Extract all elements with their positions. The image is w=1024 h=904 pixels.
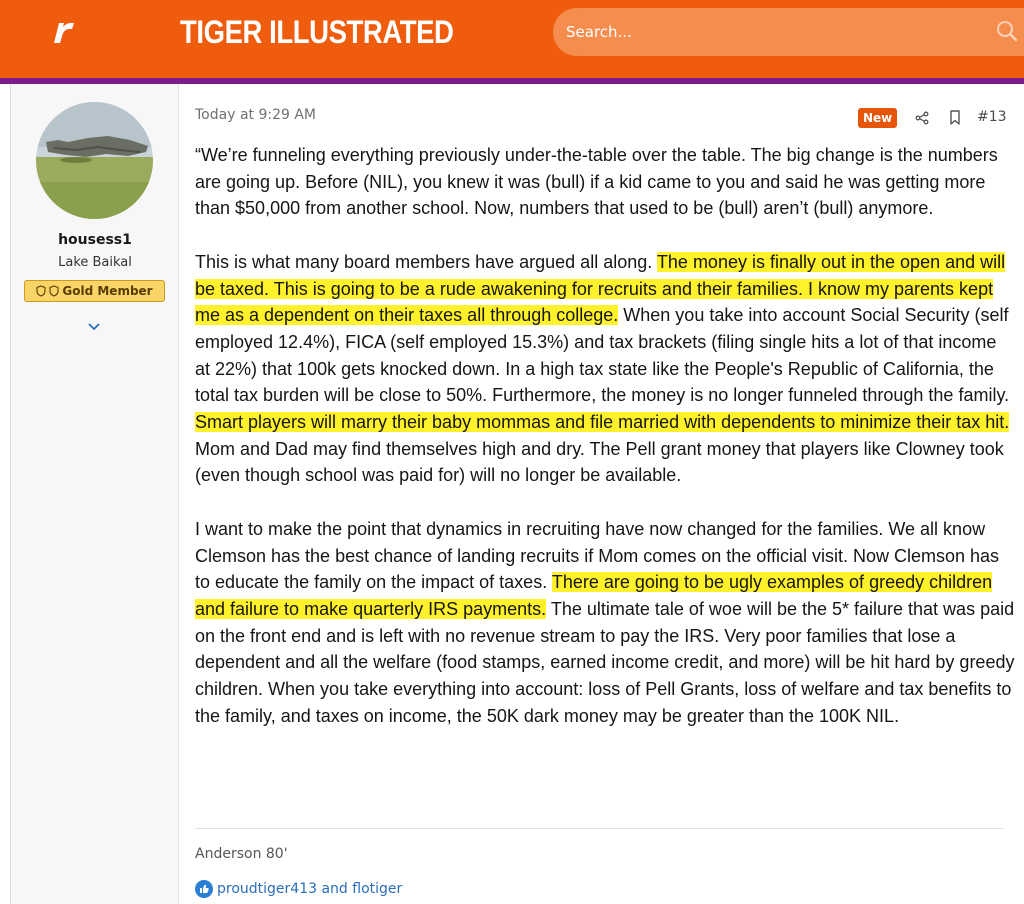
site-title[interactable]: TIGER ILLUSTRATED bbox=[180, 14, 454, 50]
post-text: I want to make the point that dynamics in recruiting have now changed for the families. We all know Clemson has the best chance of landing recruits if Mom comes on the official visit. Now Clemson has to educate the family on the impact of taxes. bbox=[195, 518, 1000, 593]
badge-label: Gold Member bbox=[62, 284, 153, 298]
post-text: The ultimate tale of woe will be the 5* failure that was paid on the front end and is left with no revenue stream to pay the IRS. Very poor families that lose a dependent and all the welfare (food stamps, earned income credit, and more) will be hit hard by greedy children. When you take everything into account: loss of Pell Grants, loss of welfare and tax benefits to the family, and taxes on income, the 50K dark money may be greater than the 100K NIL. bbox=[195, 598, 1015, 726]
thread-page bbox=[10, 84, 1024, 904]
search-input[interactable] bbox=[566, 8, 986, 56]
highlighted-text: The money is finally out in the open and will be taxed. This is going to be a rude awakening for recruits and their families. I know my parents kept me as a dependent on their taxes all through college. bbox=[195, 251, 1006, 326]
shield-icon bbox=[36, 285, 46, 297]
post-text: Mom and Dad may find themselves high and dry. The Pell grant money that players like Clowney took (even though school was paid for) will no longer be available. bbox=[195, 438, 1004, 486]
signature-divider bbox=[195, 828, 1003, 829]
like-icon bbox=[195, 880, 213, 898]
new-badge: New bbox=[858, 108, 897, 128]
shield-icon bbox=[49, 285, 59, 297]
search-icon[interactable] bbox=[996, 20, 1018, 42]
post-paragraph bbox=[195, 249, 1015, 489]
username[interactable]: housess1 bbox=[58, 232, 132, 248]
highlighted-text: There are going to be ugly examples of greedy children and failure to make quarterly IRS payments. bbox=[195, 572, 993, 619]
site-header bbox=[0, 0, 1024, 78]
post-text: “We’re funneling everything previously under-the-table over the table. The big change is the numbers are going up. Before (NIL), you knew it was (bull) if a kid came to you and said he was getting more than $50,000 from another school. Now, numbers that used to be (bull) aren’t (bull) anymore. bbox=[195, 145, 998, 219]
post-timestamp[interactable]: Today at 9:29 AM bbox=[195, 107, 317, 123]
reactions-bar[interactable] bbox=[195, 880, 402, 898]
highlighted-text: Smart players will marry their baby mommas and file married with dependents to minimize their tax hit. bbox=[195, 412, 1010, 433]
post-body bbox=[195, 142, 1015, 756]
gold-member-badge bbox=[24, 280, 165, 302]
post-paragraph bbox=[195, 516, 1015, 730]
chevron-down-icon[interactable] bbox=[87, 322, 101, 332]
user-sidebar bbox=[11, 84, 179, 904]
bookmark-icon[interactable] bbox=[949, 110, 961, 125]
post-message bbox=[179, 84, 1024, 904]
post-text: When you take into account Social Security (self employed 12.4%), FICA (self employed 15.3%) and tax brackets (filing single hits a lot of that income at 22%) that 100k gets knocked down. In a high tax state like the People's Republic of California, the total tax burden will be close to 50%. Furthermore, the money is no longer funneled through the family. bbox=[195, 305, 1010, 406]
avatar[interactable] bbox=[36, 102, 153, 219]
post-paragraph bbox=[195, 142, 1015, 222]
post-text: This is what many board members have argued all along. bbox=[195, 251, 657, 272]
post-number-link[interactable]: #13 bbox=[977, 109, 1007, 125]
search-box[interactable] bbox=[553, 8, 1024, 56]
reaction-users[interactable]: proudtiger413 and flotiger bbox=[217, 881, 403, 897]
user-location: Lake Baikal bbox=[58, 255, 132, 270]
user-signature: Anderson 80' bbox=[195, 846, 288, 862]
rivals-logo-icon[interactable] bbox=[48, 17, 76, 45]
share-icon[interactable] bbox=[915, 111, 929, 125]
